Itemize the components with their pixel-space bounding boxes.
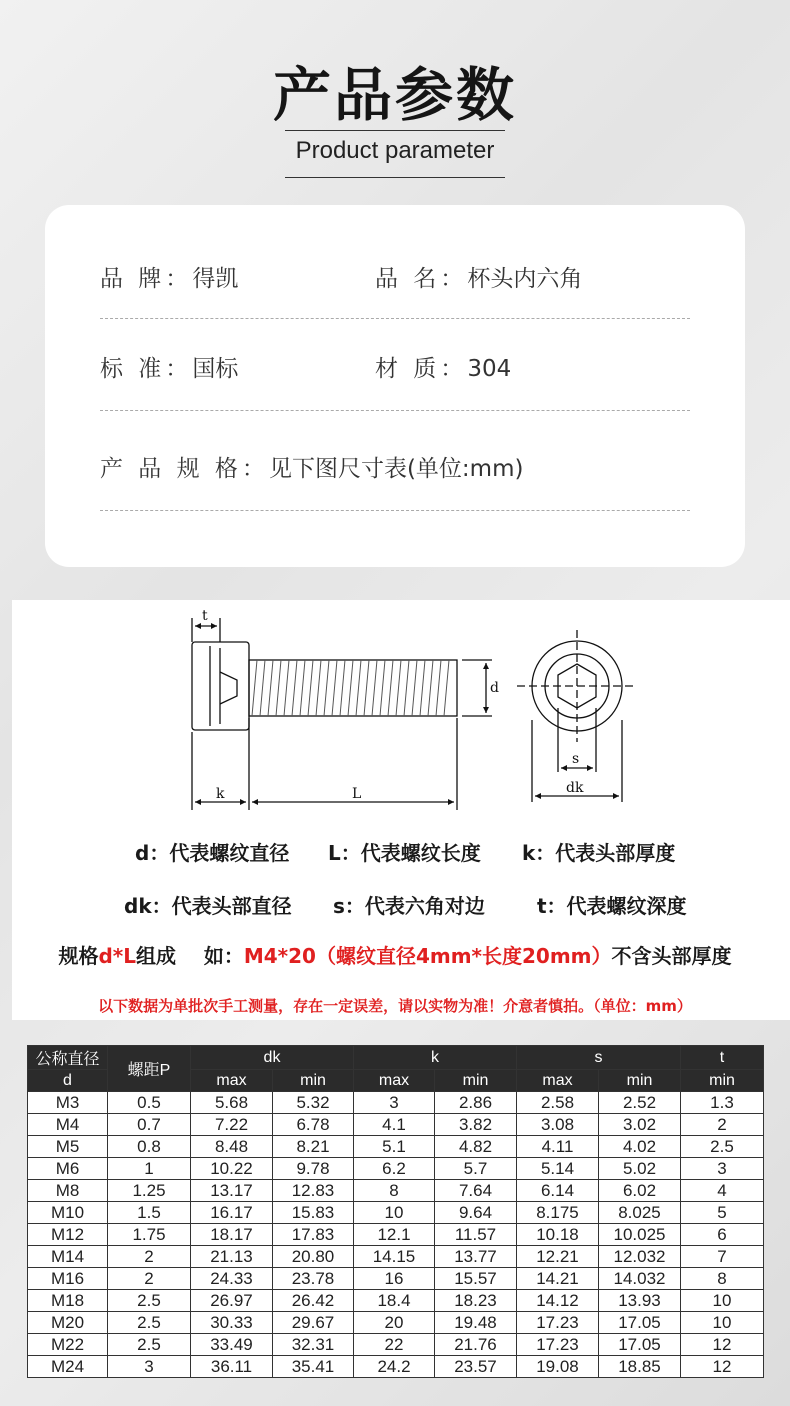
cell-pitch: 2.5 xyxy=(108,1290,191,1312)
cell-dk-max: 26.97 xyxy=(191,1290,273,1312)
cell-k-min: 4.82 xyxy=(435,1136,517,1158)
brand-value: 得凯 xyxy=(192,266,239,292)
cell-s-min: 5.02 xyxy=(599,1158,681,1180)
cell-dk-max: 5.68 xyxy=(191,1092,273,1114)
cell-s-min: 10.025 xyxy=(599,1224,681,1246)
cell-s-max: 5.14 xyxy=(517,1158,599,1180)
cell-k-min: 23.57 xyxy=(435,1356,517,1378)
table-row xyxy=(28,1092,764,1114)
cell-dk-min: 6.78 xyxy=(273,1114,354,1136)
divider xyxy=(100,510,690,511)
dim-label-dk: dk xyxy=(566,780,584,796)
legend-d: d：代表螺纹直径 xyxy=(135,841,290,865)
cell-pitch: 1.5 xyxy=(108,1202,191,1224)
dimension-table-wrap xyxy=(27,1045,763,1378)
cell-s-min: 8.025 xyxy=(599,1202,681,1224)
cell-k-min: 11.57 xyxy=(435,1224,517,1246)
subheader-dk-min: min xyxy=(273,1070,354,1092)
cell-dk-min: 23.78 xyxy=(273,1268,354,1290)
cell-size: M12 xyxy=(28,1224,108,1246)
measurement-note: 以下数据为单批次手工测量，存在一定误差，请以实物为准！介意者慎拍。（单位：mm） xyxy=(98,997,692,1015)
cell-t-min: 5 xyxy=(681,1202,764,1224)
cell-k-max: 8 xyxy=(354,1180,435,1202)
cell-s-min: 6.02 xyxy=(599,1180,681,1202)
divider xyxy=(100,410,690,411)
material-label: 材 质： xyxy=(375,356,468,382)
table-row xyxy=(28,1356,764,1378)
cell-k-max: 3 xyxy=(354,1092,435,1114)
page-title: 产品参数 xyxy=(272,61,517,129)
cell-t-min: 10 xyxy=(681,1290,764,1312)
cell-dk-min: 32.31 xyxy=(273,1334,354,1356)
cell-s-min: 14.032 xyxy=(599,1268,681,1290)
cell-k-min: 3.82 xyxy=(435,1114,517,1136)
cell-s-min: 17.05 xyxy=(599,1334,681,1356)
table-row xyxy=(28,1202,764,1224)
cell-s-max: 2.58 xyxy=(517,1092,599,1114)
cell-pitch: 0.8 xyxy=(108,1136,191,1158)
cell-pitch: 0.7 xyxy=(108,1114,191,1136)
cell-dk-min: 9.78 xyxy=(273,1158,354,1180)
table-row xyxy=(28,1268,764,1290)
cell-dk-max: 21.13 xyxy=(191,1246,273,1268)
cell-size: M24 xyxy=(28,1356,108,1378)
table-row xyxy=(28,1158,764,1180)
name-value: 杯头内六角 xyxy=(467,266,583,292)
cell-s-min: 17.05 xyxy=(599,1312,681,1334)
thread-lines xyxy=(252,660,449,716)
standard-label: 标 准： xyxy=(100,356,193,382)
subheader-k-min: min xyxy=(435,1070,517,1092)
cell-dk-max: 33.49 xyxy=(191,1334,273,1356)
cell-k-max: 22 xyxy=(354,1334,435,1356)
header-dk: dk xyxy=(191,1046,354,1070)
dim-label-L: L xyxy=(352,786,362,802)
spec-value: 见下图尺寸表(单位:mm) xyxy=(268,456,524,482)
table-row xyxy=(28,1114,764,1136)
cell-s-max: 17.23 xyxy=(517,1312,599,1334)
cell-dk-min: 35.41 xyxy=(273,1356,354,1378)
subheader-k-max: max xyxy=(354,1070,435,1092)
spec-description xyxy=(0,940,790,969)
cell-k-min: 19.48 xyxy=(435,1312,517,1334)
cell-s-min: 3.02 xyxy=(599,1114,681,1136)
cell-s-min: 13.93 xyxy=(599,1290,681,1312)
cell-s-min: 2.52 xyxy=(599,1092,681,1114)
spec-label: 产 品 规 格： xyxy=(100,456,269,482)
cell-pitch: 3 xyxy=(108,1356,191,1378)
cell-s-min: 4.02 xyxy=(599,1136,681,1158)
cell-s-min: 12.032 xyxy=(599,1246,681,1268)
cell-size: M3 xyxy=(28,1092,108,1114)
name-label: 品 名： xyxy=(375,266,468,292)
title-divider-bottom xyxy=(285,177,505,178)
cell-t-min: 2.5 xyxy=(681,1136,764,1158)
cell-k-max: 5.1 xyxy=(354,1136,435,1158)
cell-dk-max: 24.33 xyxy=(191,1268,273,1290)
cell-size: M16 xyxy=(28,1268,108,1290)
cell-s-max: 14.12 xyxy=(517,1290,599,1312)
spec-example: M4*20（螺纹直径4mm*长度20mm） xyxy=(243,944,612,968)
legend-L: L：代表螺纹长度 xyxy=(328,841,481,865)
subheader-dk-max: max xyxy=(191,1070,273,1092)
cell-size: M4 xyxy=(28,1114,108,1136)
cell-dk-max: 36.11 xyxy=(191,1356,273,1378)
spec-mid: 组成 如： xyxy=(135,944,244,968)
page-subtitle: Product parameter xyxy=(295,137,495,164)
cell-t-min: 8 xyxy=(681,1268,764,1290)
cell-pitch: 2.5 xyxy=(108,1334,191,1356)
table-row xyxy=(28,1136,764,1158)
info-row-brand xyxy=(100,260,690,300)
cell-size: M10 xyxy=(28,1202,108,1224)
cell-size: M22 xyxy=(28,1334,108,1356)
dim-label-d: d xyxy=(490,680,499,696)
cell-k-max: 20 xyxy=(354,1312,435,1334)
dim-label-s: s xyxy=(572,751,580,767)
cell-k-max: 24.2 xyxy=(354,1356,435,1378)
cell-pitch: 2 xyxy=(108,1246,191,1268)
cell-dk-max: 16.17 xyxy=(191,1202,273,1224)
divider xyxy=(100,318,690,319)
cell-k-max: 12.1 xyxy=(354,1224,435,1246)
cell-pitch: 2.5 xyxy=(108,1312,191,1334)
cell-pitch: 1.75 xyxy=(108,1224,191,1246)
cell-s-max: 4.11 xyxy=(517,1136,599,1158)
cell-dk-max: 10.22 xyxy=(191,1158,273,1180)
cell-dk-min: 12.83 xyxy=(273,1180,354,1202)
cell-t-min: 12 xyxy=(681,1356,764,1378)
cell-dk-min: 20.80 xyxy=(273,1246,354,1268)
cell-dk-max: 13.17 xyxy=(191,1180,273,1202)
cell-t-min: 10 xyxy=(681,1312,764,1334)
cell-k-min: 18.23 xyxy=(435,1290,517,1312)
subheader-t-min: min xyxy=(681,1070,764,1092)
cell-size: M5 xyxy=(28,1136,108,1158)
cell-size: M14 xyxy=(28,1246,108,1268)
cell-k-max: 18.4 xyxy=(354,1290,435,1312)
cell-size: M18 xyxy=(28,1290,108,1312)
cell-dk-min: 17.83 xyxy=(273,1224,354,1246)
cell-t-min: 1.3 xyxy=(681,1092,764,1114)
header-s: s xyxy=(517,1046,681,1070)
cell-pitch: 0.5 xyxy=(108,1092,191,1114)
dimension-table xyxy=(27,1045,764,1378)
info-row-spec xyxy=(100,450,690,490)
table-row xyxy=(28,1180,764,1202)
cell-k-min: 13.77 xyxy=(435,1246,517,1268)
cell-pitch: 1 xyxy=(108,1158,191,1180)
table-row xyxy=(28,1312,764,1334)
table-row xyxy=(28,1334,764,1356)
cell-dk-max: 30.33 xyxy=(191,1312,273,1334)
cell-k-min: 2.86 xyxy=(435,1092,517,1114)
table-body xyxy=(28,1092,764,1378)
cell-s-min: 18.85 xyxy=(599,1356,681,1378)
cell-dk-max: 18.17 xyxy=(191,1224,273,1246)
cell-t-min: 2 xyxy=(681,1114,764,1136)
cell-s-max: 17.23 xyxy=(517,1334,599,1356)
cell-k-max: 14.15 xyxy=(354,1246,435,1268)
cell-s-max: 19.08 xyxy=(517,1356,599,1378)
cell-size: M6 xyxy=(28,1158,108,1180)
legend-k: k：代表头部厚度 xyxy=(522,841,676,865)
legend-dk: dk：代表头部直径 xyxy=(124,894,292,918)
header-k: k xyxy=(354,1046,517,1070)
spec-prefix: 规格 xyxy=(58,944,99,968)
screw-diagram xyxy=(12,600,790,830)
cell-s-max: 8.175 xyxy=(517,1202,599,1224)
legend-t: t：代表螺纹深度 xyxy=(537,894,687,918)
header-d-top: 公称直径 xyxy=(28,1046,108,1070)
cell-k-min: 5.7 xyxy=(435,1158,517,1180)
brand-label: 品 牌： xyxy=(100,266,193,292)
table-row xyxy=(28,1246,764,1268)
table-row xyxy=(28,1290,764,1312)
info-row-standard xyxy=(100,350,690,390)
cell-pitch: 2 xyxy=(108,1268,191,1290)
cell-t-min: 12 xyxy=(681,1334,764,1356)
dim-label-t: t xyxy=(202,608,208,624)
cell-k-max: 16 xyxy=(354,1268,435,1290)
cell-k-max: 6.2 xyxy=(354,1158,435,1180)
cell-size: M20 xyxy=(28,1312,108,1334)
dim-label-k: k xyxy=(216,786,225,802)
info-card xyxy=(45,205,745,567)
title-divider-top xyxy=(285,130,505,131)
header-d-bottom: d xyxy=(28,1070,108,1092)
cell-dk-max: 7.22 xyxy=(191,1114,273,1136)
table-row xyxy=(28,1224,764,1246)
cell-k-max: 10 xyxy=(354,1202,435,1224)
cell-dk-max: 8.48 xyxy=(191,1136,273,1158)
cell-dk-min: 29.67 xyxy=(273,1312,354,1334)
cell-k-min: 21.76 xyxy=(435,1334,517,1356)
cell-pitch: 1.25 xyxy=(108,1180,191,1202)
cell-k-max: 4.1 xyxy=(354,1114,435,1136)
header-t: t xyxy=(681,1046,764,1070)
cell-t-min: 7 xyxy=(681,1246,764,1268)
cell-t-min: 6 xyxy=(681,1224,764,1246)
spec-suffix: 不含头部厚度 xyxy=(611,944,732,968)
cell-k-min: 9.64 xyxy=(435,1202,517,1224)
cell-s-max: 3.08 xyxy=(517,1114,599,1136)
spec-formula: d*L xyxy=(98,944,136,968)
cell-s-max: 14.21 xyxy=(517,1268,599,1290)
material-value: 304 xyxy=(467,356,512,382)
cell-dk-min: 26.42 xyxy=(273,1290,354,1312)
cell-dk-min: 15.83 xyxy=(273,1202,354,1224)
subheader-s-max: max xyxy=(517,1070,599,1092)
standard-value: 国标 xyxy=(192,356,239,382)
cell-s-max: 12.21 xyxy=(517,1246,599,1268)
cell-size: M8 xyxy=(28,1180,108,1202)
cell-t-min: 3 xyxy=(681,1158,764,1180)
cell-dk-min: 8.21 xyxy=(273,1136,354,1158)
cell-dk-min: 5.32 xyxy=(273,1092,354,1114)
legend-s: s：代表六角对边 xyxy=(333,894,485,918)
cell-t-min: 4 xyxy=(681,1180,764,1202)
subheader-s-min: min xyxy=(599,1070,681,1092)
cell-s-max: 6.14 xyxy=(517,1180,599,1202)
cell-k-min: 7.64 xyxy=(435,1180,517,1202)
cell-s-max: 10.18 xyxy=(517,1224,599,1246)
cell-k-min: 15.57 xyxy=(435,1268,517,1290)
header-pitch: 螺距P xyxy=(108,1046,191,1092)
